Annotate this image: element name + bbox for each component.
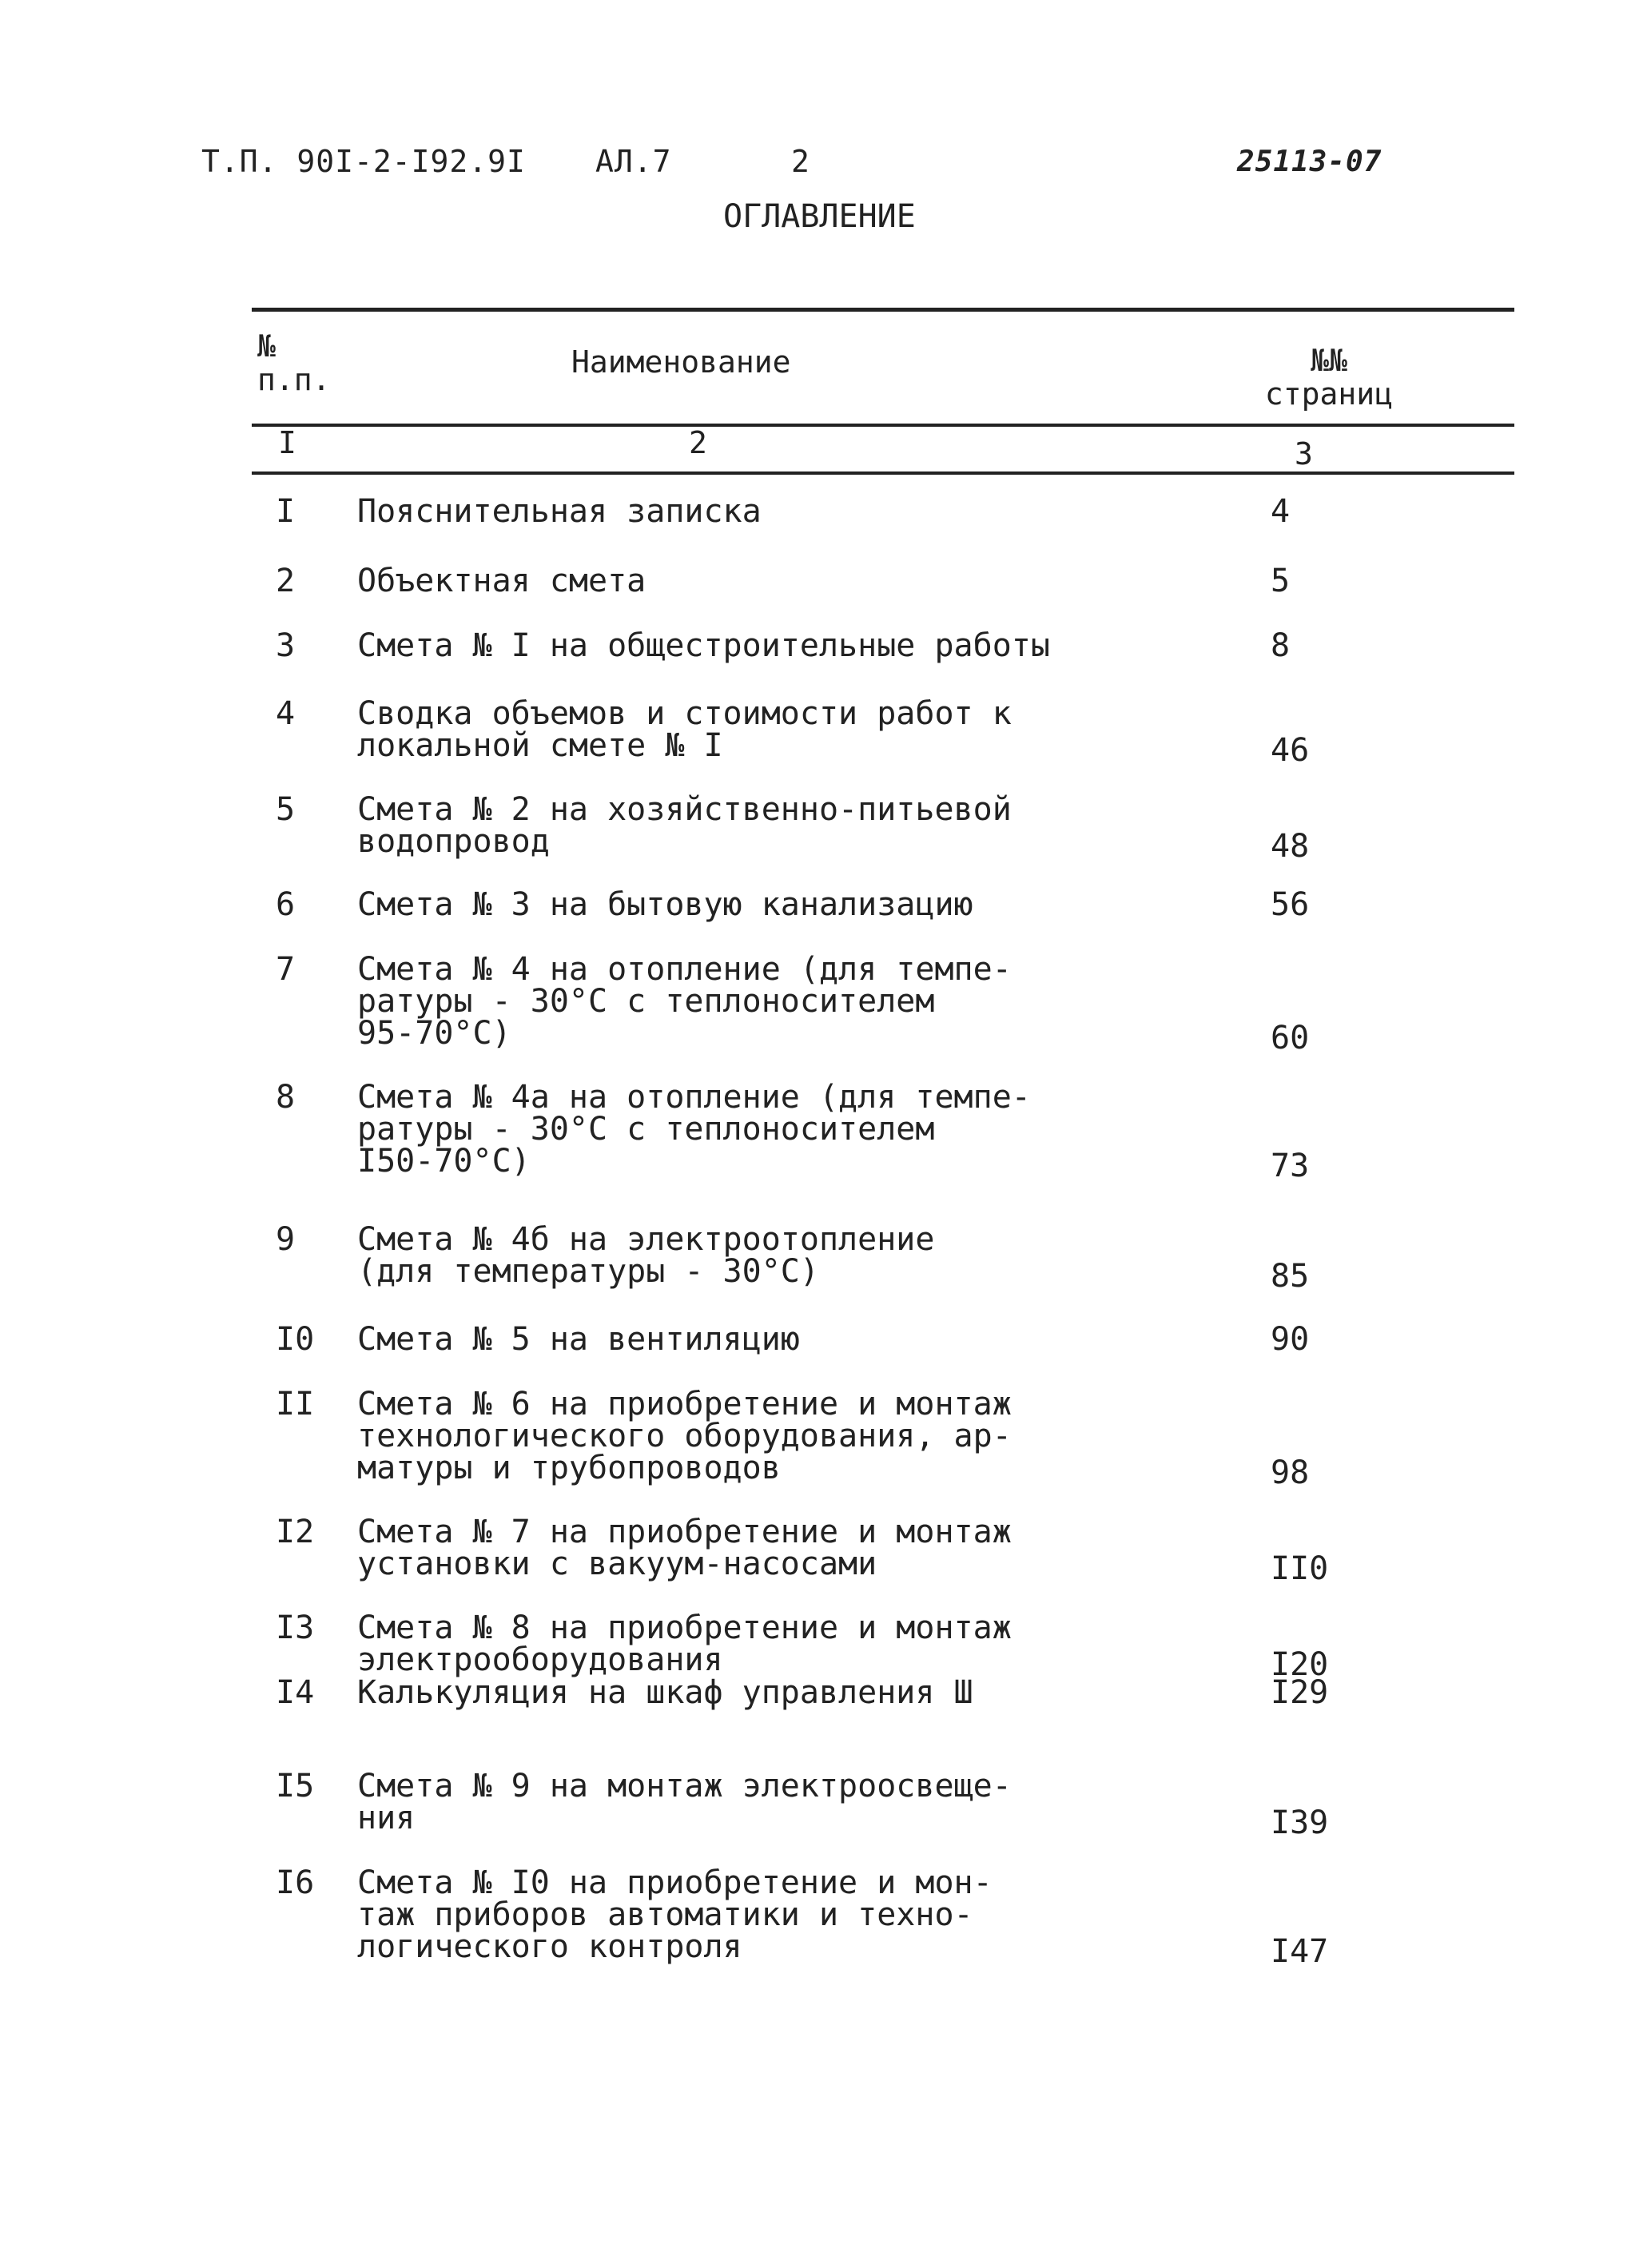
item-number: I0 bbox=[276, 1321, 315, 1358]
column-header-number: № п.п. bbox=[257, 328, 331, 397]
item-number: I4 bbox=[276, 1674, 315, 1711]
column-header-name: Наименование bbox=[571, 344, 791, 380]
item-number: I3 bbox=[276, 1609, 315, 1646]
item-name: Сводка объемов и стоимости работ к локальной смете № I bbox=[357, 695, 1012, 764]
item-page: 4 bbox=[1271, 493, 1291, 530]
page-title: ОГЛАВЛЕНИЕ bbox=[723, 198, 916, 235]
item-number: I5 bbox=[276, 1768, 315, 1804]
item-page: 98 bbox=[1271, 1454, 1310, 1491]
item-name: Объектная смета bbox=[357, 563, 646, 599]
item-name: Смета № 5 на вентиляцию bbox=[357, 1321, 800, 1358]
item-name: Смета № I0 на приобретение и мон- таж приборов автоматики и техно- логического контроля bbox=[357, 1864, 993, 1965]
item-name: Смета № 6 на приобретение и монтаж технологического оборудования, ар- матуры и трубопроводов bbox=[357, 1386, 1012, 1486]
page-number: 2 bbox=[791, 144, 810, 179]
item-number: 2 bbox=[276, 563, 296, 599]
item-number: 6 bbox=[276, 886, 296, 923]
item-page: 90 bbox=[1271, 1321, 1310, 1358]
item-page: I29 bbox=[1271, 1674, 1329, 1711]
item-page: 48 bbox=[1271, 828, 1310, 865]
column-number-2: 2 bbox=[689, 425, 707, 460]
item-number: 5 bbox=[276, 791, 296, 828]
item-number: 7 bbox=[276, 951, 296, 988]
item-page: 85 bbox=[1271, 1258, 1310, 1295]
item-name: Смета № I на общестроительные работы bbox=[357, 627, 1050, 664]
item-number: 9 bbox=[276, 1221, 296, 1258]
column-header-pages: №№ страниц bbox=[1264, 343, 1394, 412]
item-number: II bbox=[276, 1386, 315, 1422]
item-page: 73 bbox=[1271, 1148, 1310, 1184]
item-page: 5 bbox=[1271, 563, 1291, 599]
item-page: 46 bbox=[1271, 732, 1310, 769]
item-name: Смета № 8 на приобретение и монтаж электрооборудования bbox=[357, 1609, 1012, 1678]
column-number-3: 3 bbox=[1295, 436, 1313, 472]
item-name: Смета № 3 на бытовую канализацию bbox=[357, 886, 973, 923]
inventory-number: 25113-07 bbox=[1237, 145, 1382, 178]
item-number: I6 bbox=[276, 1864, 315, 1901]
item-page: 56 bbox=[1271, 886, 1310, 923]
item-number: 8 bbox=[276, 1079, 296, 1116]
item-name: Смета № 4б на электроотопление (для температуры - 30°С) bbox=[357, 1221, 935, 1290]
item-page: I39 bbox=[1271, 1804, 1329, 1841]
item-number: I2 bbox=[276, 1514, 315, 1550]
sheet-label: АЛ.7 bbox=[595, 144, 672, 179]
item-name: Смета № 4а на отопление (для темпе- ратуры - 30°С с теплоносителем I50-70°С) bbox=[357, 1079, 1031, 1180]
item-name: Смета № 4 на отопление (для темпе- ратуры - 30°С с теплоносителем 95-70°С) bbox=[357, 951, 1012, 1052]
item-page: II0 bbox=[1271, 1550, 1329, 1587]
item-name: Смета № 2 на хозяйственно-питьевой водопровод bbox=[357, 791, 1012, 860]
item-name: Смета № 7 на приобретение и монтаж установки с вакуум-насосами bbox=[357, 1514, 1012, 1582]
item-page: 8 bbox=[1271, 627, 1291, 664]
item-number: 4 bbox=[276, 695, 296, 732]
item-page: I20 bbox=[1271, 1646, 1329, 1683]
item-number: 3 bbox=[276, 627, 296, 664]
item-name: Смета № 9 на монтаж электроосвеще- ния bbox=[357, 1768, 1012, 1836]
document-code: Т.П. 90I-2-I92.9I bbox=[201, 144, 526, 179]
item-page: I47 bbox=[1271, 1933, 1329, 1970]
item-page: 60 bbox=[1271, 1020, 1310, 1056]
item-name: Калькуляция на шкаф управления Ш bbox=[357, 1674, 973, 1711]
item-number: I bbox=[276, 493, 296, 530]
column-number-1: I bbox=[278, 425, 296, 460]
item-name: Пояснительная записка bbox=[357, 493, 762, 530]
